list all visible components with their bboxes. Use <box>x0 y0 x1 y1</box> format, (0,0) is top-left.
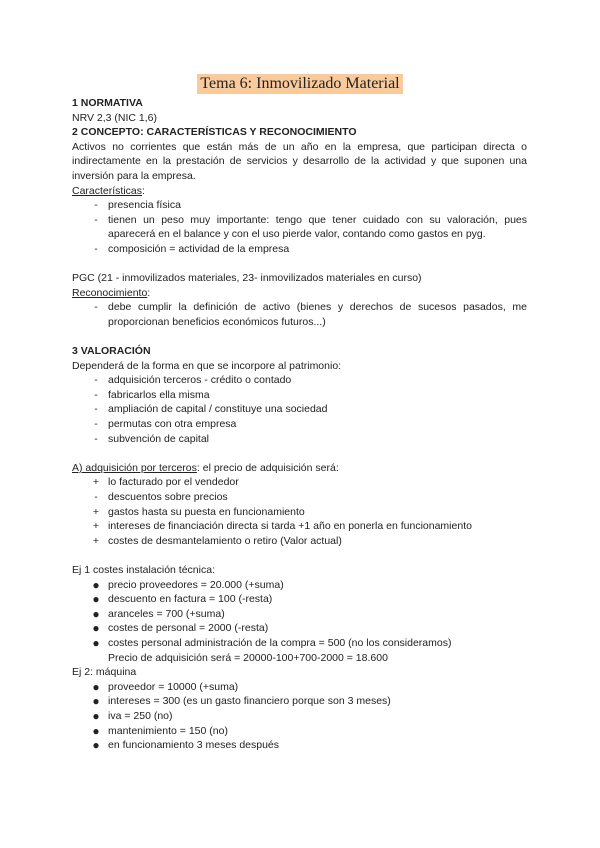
list-item-text: costes de personal = 2000 (-resta) <box>108 622 269 635</box>
ej1-title: Ej 1 costes instalación técnica: <box>72 564 215 576</box>
list-item-text: presencia física <box>108 199 181 212</box>
list-item-text: lo facturado por el vendedor <box>108 476 239 489</box>
list-item <box>90 198 527 213</box>
bullet-icon: ● <box>92 694 100 709</box>
list-item-text: subvención de capital <box>108 432 209 445</box>
list-item-text: ampliación de capital / constituye una sociedad <box>108 403 328 416</box>
bullet-icon: ● <box>92 679 100 694</box>
list-item-text: intereses de financiación directa si tarda +1 año en ponerla en funcionamiento <box>108 520 472 533</box>
adquisicion-line <box>72 461 527 476</box>
list-item <box>90 680 527 695</box>
list-item-text: descuentos sobre precios <box>108 491 228 504</box>
sign-marker: + <box>92 476 100 489</box>
list-item-text: mantenimiento = 150 (no) <box>108 724 228 737</box>
list-item <box>90 636 527 651</box>
dash-marker: - <box>94 432 98 445</box>
sign-marker: - <box>94 491 98 504</box>
list-item-text: composición = actividad de la empresa <box>108 242 290 255</box>
list-item-text: precio proveedores = 20.000 (+suma) <box>108 578 284 591</box>
dash-marker: - <box>94 301 98 314</box>
spacer <box>72 330 527 345</box>
caracteristicas-list <box>72 198 527 256</box>
valoracion-intro: Dependerá de la forma en que se incorpore al patrimonio: <box>72 359 342 372</box>
pgc-line: PGC (21 - inmovilizados materiales, 23- inmovilizados materiales en curso) <box>72 272 422 285</box>
bullet-icon: ● <box>92 723 100 738</box>
adquisicion-list <box>72 475 527 548</box>
list-item <box>90 475 527 490</box>
list-item <box>90 373 527 388</box>
caracteristicas-label-line: Características: <box>72 184 145 197</box>
list-item <box>90 242 527 257</box>
list-item <box>90 621 527 636</box>
list-item <box>90 417 527 432</box>
spacer <box>72 446 527 461</box>
spacer <box>72 257 527 272</box>
sign-marker: + <box>92 534 100 547</box>
list-item <box>90 213 527 242</box>
list-item <box>90 709 527 724</box>
adquisicion-label: A) adquisición por terceros <box>72 461 197 474</box>
list-item-text: gastos hasta su puesta en funcionamiento <box>108 505 305 518</box>
dash-marker: - <box>94 418 98 431</box>
list-item-text: en funcionamiento 3 meses después <box>108 739 280 752</box>
list-item-text: costes de desmantelamiento o retiro (Valor actual) <box>108 534 342 547</box>
list-item <box>90 432 527 447</box>
bullet-icon: ● <box>92 592 100 607</box>
ej2-list <box>72 680 527 753</box>
list-item <box>90 388 527 403</box>
list-item <box>90 490 527 505</box>
list-item-text: descuento en factura = 100 (-resta) <box>108 593 273 606</box>
page-title: Tema 6: Inmovilizado Material <box>197 74 402 94</box>
ej1-result: Precio de adquisición será = 20000-100+700-2000 = 18.600 <box>108 651 388 664</box>
list-item <box>90 607 527 622</box>
dash-marker: - <box>94 374 98 387</box>
list-item-text: adquisición terceros - crédito o contado <box>108 374 292 387</box>
bullet-icon: ● <box>92 606 100 621</box>
list-item <box>90 724 527 739</box>
bullet-icon: ● <box>92 708 100 723</box>
bullet-icon: ● <box>92 621 100 636</box>
list-item-text: proveedor = 10000 (+suma) <box>108 680 239 693</box>
dash-marker: - <box>94 213 98 226</box>
dash-marker: - <box>94 242 98 255</box>
dash-marker: - <box>94 388 98 401</box>
reconocimiento-label-line: Reconocimiento: <box>72 286 151 299</box>
list-item-text: fabricarlos ella misma <box>108 388 210 401</box>
bullet-icon: ● <box>92 635 100 650</box>
list-item <box>90 505 527 520</box>
list-item-text: debe cumplir la definición de activo (bienes y derechos de sucesos pasados, me proporcionan beneficios económicos futuros...) <box>108 301 527 328</box>
list-item <box>90 534 527 549</box>
reconocimiento-label: Reconocimiento <box>72 286 148 299</box>
caracteristicas-label: Características <box>72 184 143 197</box>
spacer <box>72 548 527 563</box>
list-item <box>90 402 527 417</box>
list-item <box>90 300 527 329</box>
bullet-icon: ● <box>92 738 100 753</box>
normativa-line: NRV 2,3 (NIC 1,6) <box>72 111 157 124</box>
list-item <box>90 519 527 534</box>
section-heading-concepto: 2 CONCEPTO: CARACTERÍSTICAS Y RECONOCIMIENTO <box>72 126 357 139</box>
list-item-text: aranceles = 700 (+suma) <box>108 607 225 620</box>
adquisicion-rest: : el precio de adquisición será: <box>196 461 339 474</box>
section-heading-normativa: 1 NORMATIVA <box>72 97 143 109</box>
list-item-text: iva = 250 (no) <box>108 709 173 722</box>
list-item <box>90 578 527 593</box>
ej1-list <box>72 578 527 651</box>
list-item <box>90 738 527 753</box>
formas-list <box>72 373 527 446</box>
list-item-text: tienen un peso muy importante: tengo que tener cuidado con su valoración, pues aparecerá en el balance y con el uso pierde valor, contando como gastos en pyg. <box>108 213 527 241</box>
document-body <box>72 96 527 753</box>
list-item <box>90 694 527 709</box>
bullet-icon: ● <box>92 577 100 592</box>
sign-marker: + <box>92 520 100 533</box>
title-wrap <box>0 74 600 94</box>
sign-marker: + <box>92 505 100 518</box>
dash-marker: - <box>94 403 98 416</box>
dash-marker: - <box>94 199 98 212</box>
list-item <box>90 592 527 607</box>
section-heading-valoracion: 3 VALORACIÓN <box>72 345 151 358</box>
list-item-text: costes personal administración de la compra = 500 (no los consideramos) <box>108 636 452 649</box>
concepto-paragraph: Activos no corrientes que están más de un año en la empresa, que participan directa o indirectamente en la prestación de servicios y desarrollo de la actividad y que suponen una inversión para la empresa. <box>72 140 527 182</box>
list-item-text: intereses = 300 (es un gasto financiero porque son 3 meses) <box>108 695 391 708</box>
reconocimiento-list <box>72 300 527 329</box>
ej2-title: Ej 2: máquina <box>72 666 137 679</box>
list-item-text: permutas con otra empresa <box>108 418 237 431</box>
